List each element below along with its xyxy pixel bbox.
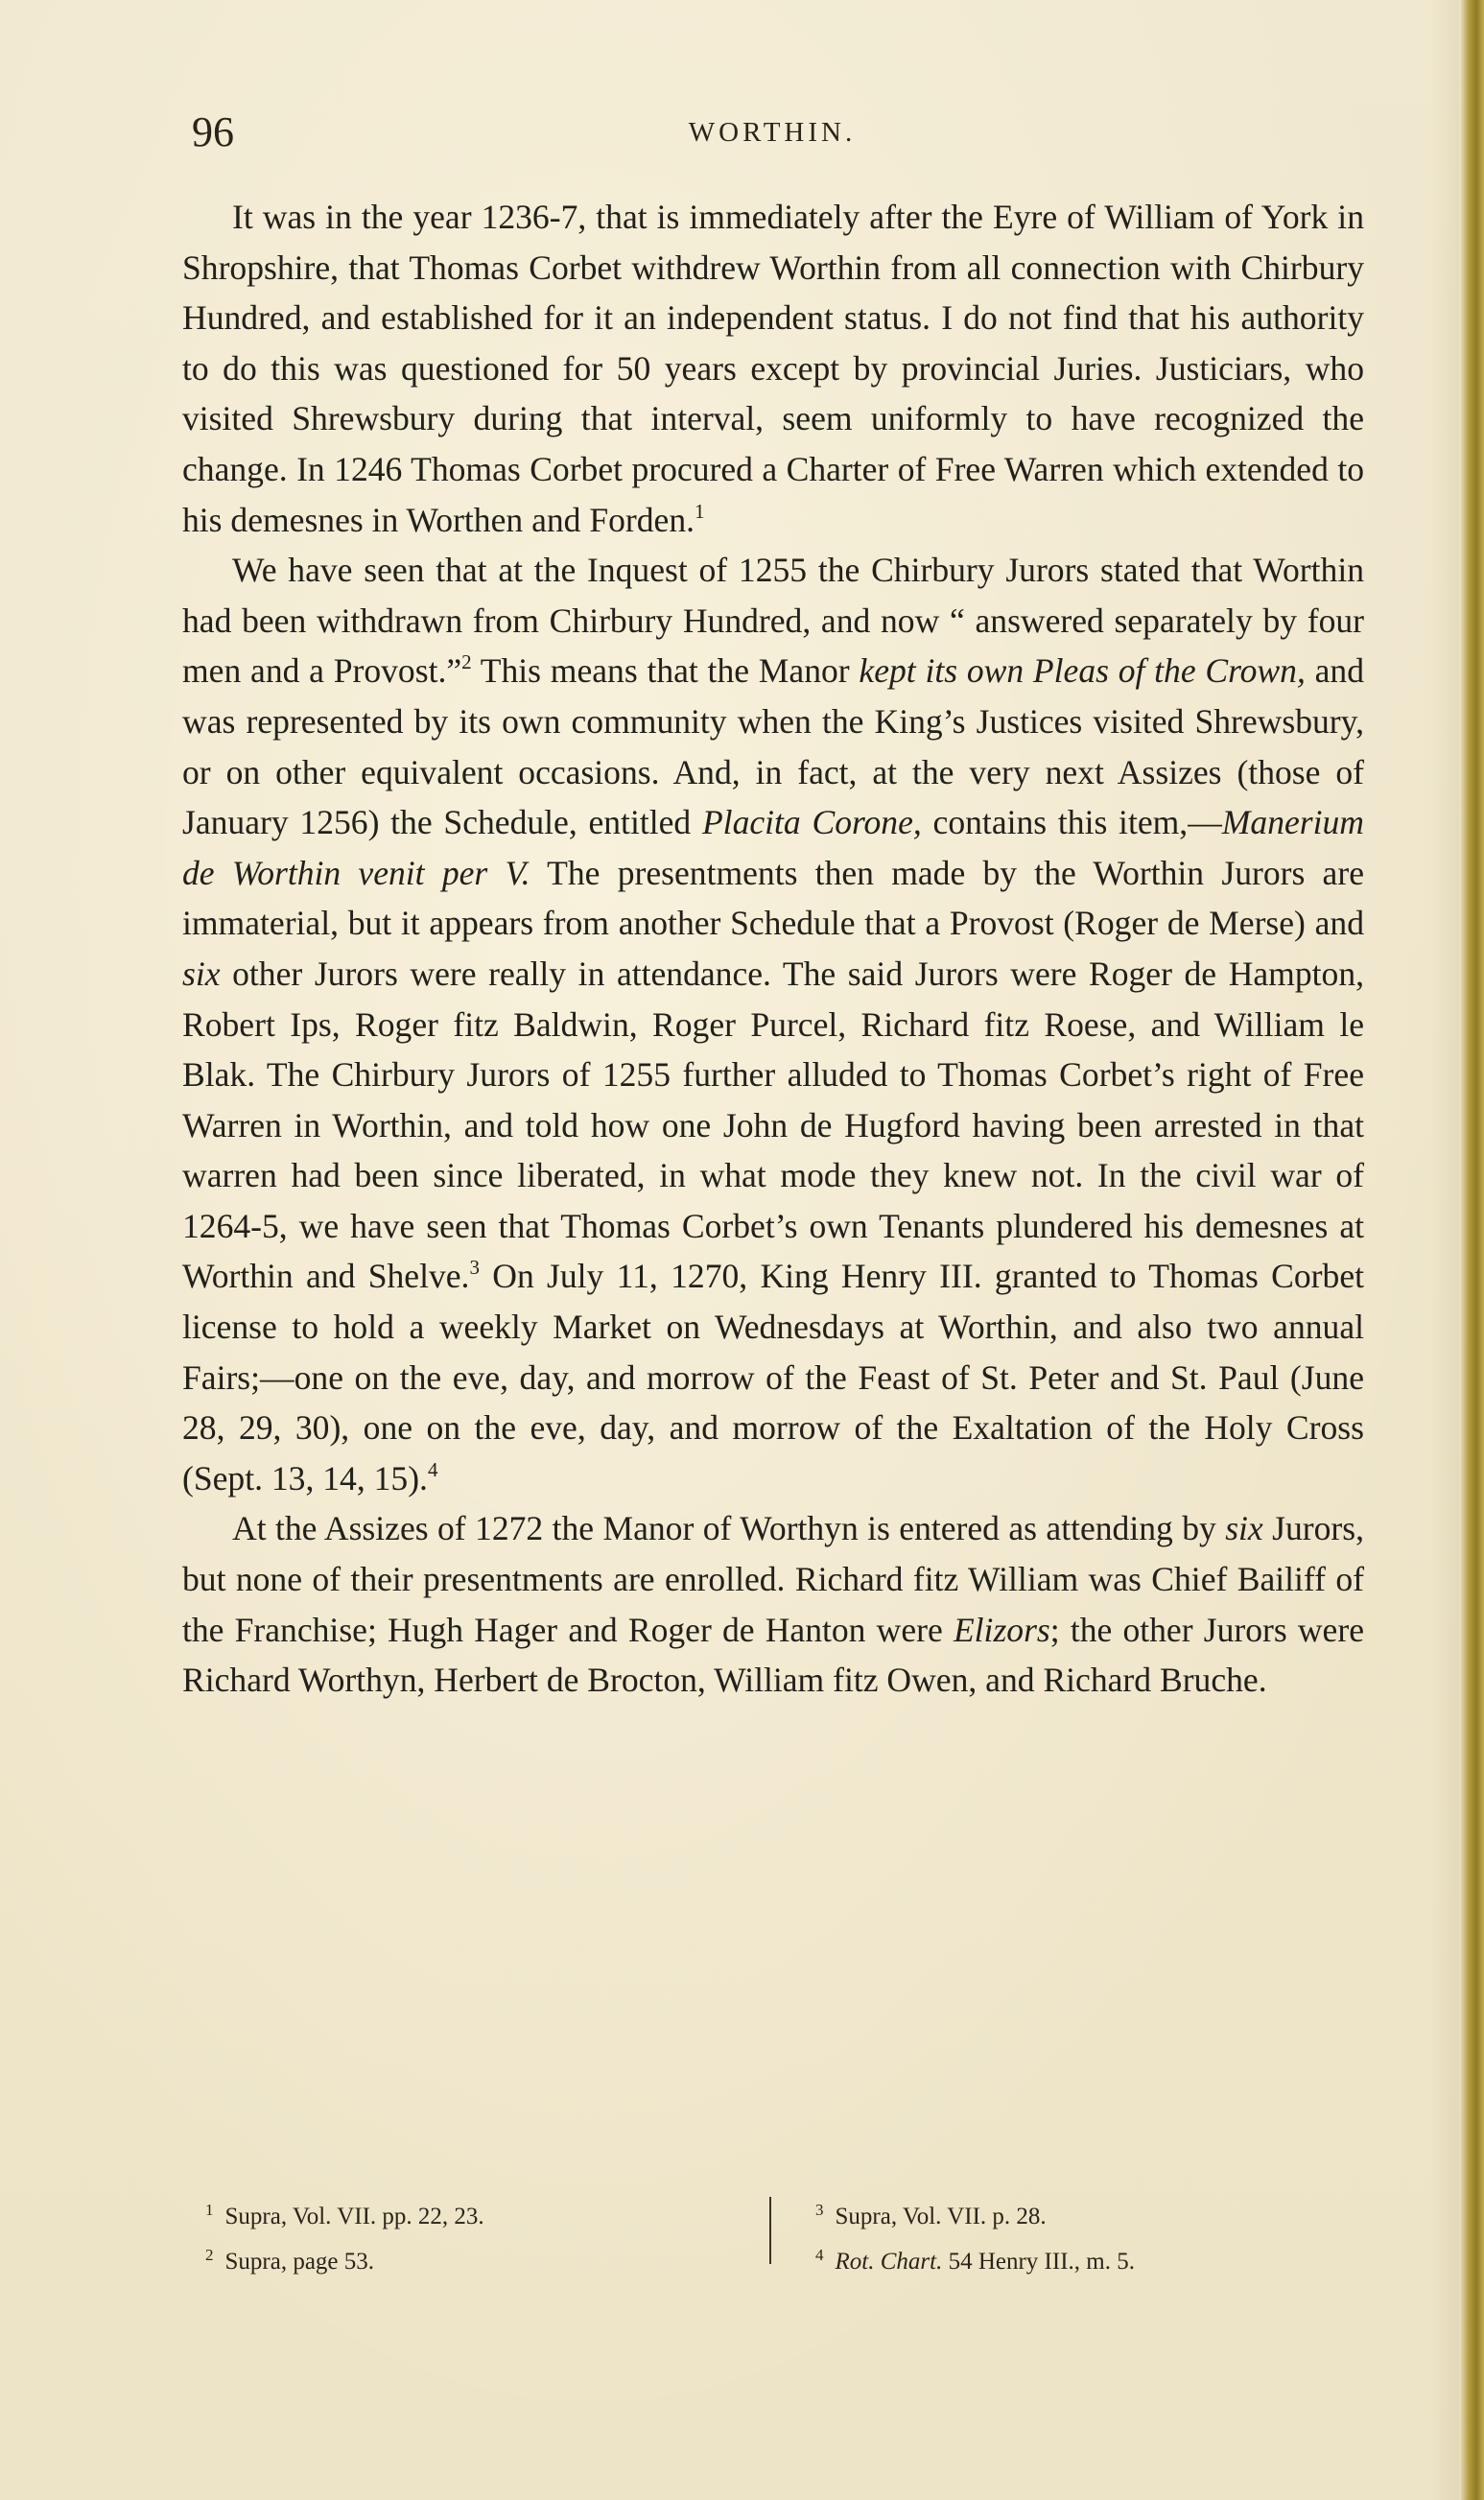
paragraph xyxy=(182,192,1364,545)
text-run: On July 11, 1270, King Henry III. granted to Thomas Corbet license to hold a weekly Market on Wednesdays at Worthin, and also two annual Fairs;—one on the eve, day, and morrow of the Feast of St. Peter and St. Paul (June 28, 29, 30), one on the eve, day, and morrow of the Exaltation of the Holy Cross (Sept. 13, 14, 15). xyxy=(182,1257,1364,1498)
footnote-reference: 2 xyxy=(461,650,472,674)
text-run: ; the other Jurors were Richard Worthyn, Herbert de Brocton, William fitz Owen, and Richard Bruche. xyxy=(182,1610,1364,1700)
footnote-text: 54 Henry III., m. 5. xyxy=(942,2249,1135,2275)
footnote-divider xyxy=(769,2197,771,2264)
italic-text: Placita Corone, xyxy=(701,803,922,842)
text-run: and was represented by its own community when the King’s Justices visited Shrewsbury, or on other equivalent occasions. And, in fact, at the very next Assizes (those of January 1256) the Schedule, entitled xyxy=(182,651,1364,842)
text-run: At the Assizes of 1272 the Manor of Worthyn is entered as attending by xyxy=(232,1509,1226,1548)
page-gutter-shadow xyxy=(1430,0,1459,2500)
footnotes-right-column xyxy=(815,2191,1353,2281)
paragraph xyxy=(182,1503,1364,1705)
text-run: We have seen that at the Inquest of 1255 the Chirbury Jurors stated that Worthin had been withdrawn from Chirbury Hundred, and now “ answered separately by four men and a Provost.” xyxy=(182,551,1364,691)
footnote-mark: 3 xyxy=(815,2201,824,2219)
footnote xyxy=(205,2236,742,2281)
page-edge xyxy=(1459,0,1484,2500)
footnote-reference: 1 xyxy=(695,499,705,523)
text-run: Jurors, but none of their presentments are enrolled. Richard fitz William was Chief Bailiff of the Franchise; Hugh Hager and Roger de Hanton were xyxy=(182,1509,1364,1649)
footnote-text: Supra, Vol. VII. p. 28. xyxy=(835,2204,1047,2229)
footnote-text: Supra, Vol. VII. pp. 22, 23. xyxy=(224,2204,484,2229)
running-title: WORTHIN. xyxy=(688,117,857,148)
footnote xyxy=(205,2191,742,2236)
text-run: contains this item,— xyxy=(921,803,1222,842)
paragraph xyxy=(182,545,1364,1503)
text-run: This means that the Manor xyxy=(471,651,860,691)
text-run: other Jurors were really in attendance. The said Jurors were Roger de Hampton, Robert Ips, Roger fitz Baldwin, Roger Purcel, Richard fitz Roese, and William le Blak. The Chirbury Jurors of 1255 further alluded to Thomas Corbet’s right of Free Warren in Worthin, and told how one John de Hugford having been arrested in that warren had been since liberated, in what mode they knew not. In the civil war of 1264-5, we have seen that Thomas Corbet’s own Tenants plundered his demesnes at Worthin and Shelve. xyxy=(182,954,1364,1296)
footnotes-left-column xyxy=(205,2191,742,2281)
italic-text: kept its own Pleas of the Crown, xyxy=(859,651,1306,691)
italic-text: Elizors xyxy=(953,1610,1050,1649)
footnotes xyxy=(182,2191,1364,2275)
italic-text: six xyxy=(1225,1509,1263,1548)
footnote-text-italic: Rot. Chart. xyxy=(835,2249,943,2275)
footnote xyxy=(815,2236,1353,2281)
footnote-mark: 4 xyxy=(815,2246,824,2264)
footnote-text: Supra, page 53. xyxy=(224,2249,375,2275)
footnote-mark: 2 xyxy=(205,2246,214,2264)
body-text xyxy=(182,192,1364,1706)
italic-text: six xyxy=(182,954,221,993)
footnote-reference: 4 xyxy=(427,1457,438,1481)
page-header xyxy=(182,107,1362,165)
italic-text: Manerium de Worthin venit per V. xyxy=(182,803,1365,892)
footnote xyxy=(815,2191,1353,2236)
footnote-mark: 1 xyxy=(205,2201,214,2219)
text-run: It was in the year 1236-7, that is immediately after the Eyre of William of York in Shropshire, that Thomas Corbet withdrew Worthin from all connection with Chirbury Hundred, and established for it an independent status. I do not find that his authority to do this was questioned for 50 years except by provincial Juries. Justiciars, who visited Shrewsbury during that interval, seem uniformly to have recognized the change. In 1246 Thomas Corbet procured a Charter of Free Warren which extended to his demesnes in Worthen and Forden. xyxy=(182,198,1364,539)
footnote-reference: 3 xyxy=(469,1256,480,1280)
text-run: The presentments then made by the Worthin Jurors are immaterial, but it appears from another Schedule that a Provost (Roger de Merse) and xyxy=(182,853,1364,943)
page-number: 96 xyxy=(192,108,234,155)
